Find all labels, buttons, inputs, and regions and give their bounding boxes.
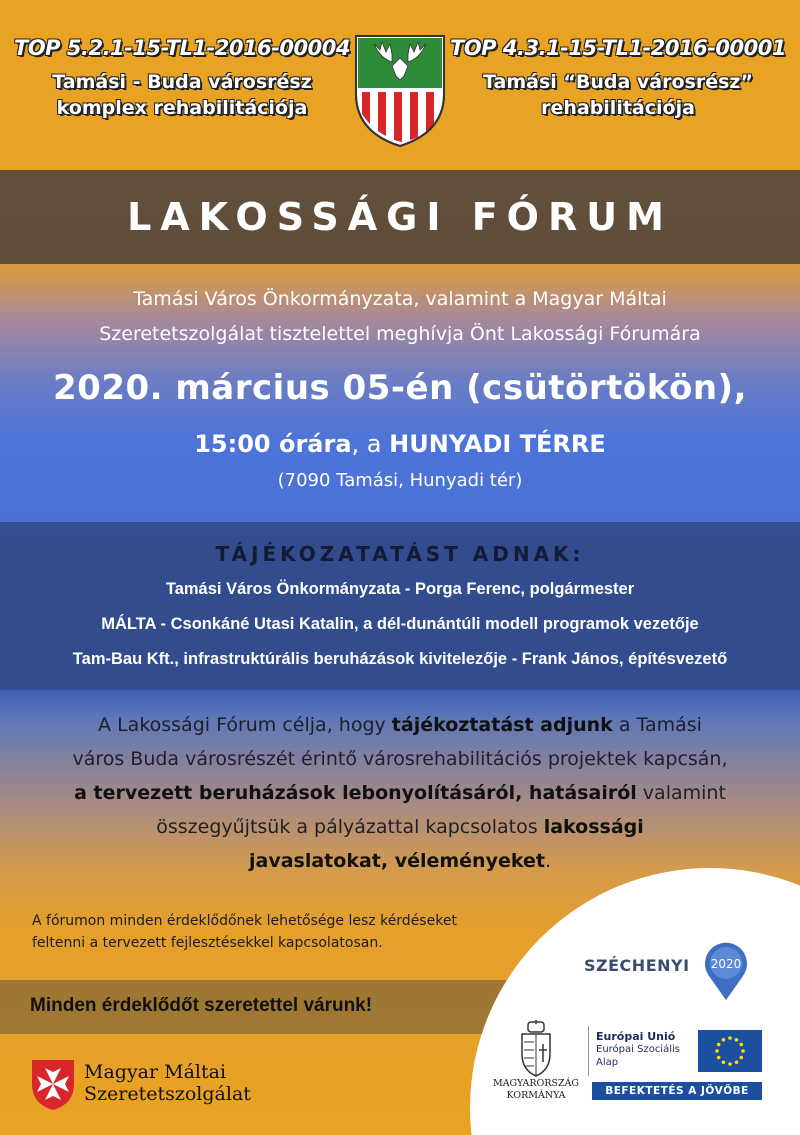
eu-fund-text [596, 1030, 696, 1069]
description-text: A Lakossági Fórum célja, hogy [98, 714, 392, 736]
forum-description [30, 708, 770, 878]
hungary-coat-of-arms-icon [516, 1020, 556, 1078]
project-code-left: TOP 5.2.1-15-TL1-2016-00004 [14, 36, 350, 60]
description-text: . [544, 850, 551, 872]
invitation-line1: Tamási Város Önkormányzata, valamint a Magyar Máltai [133, 288, 667, 310]
title-band [0, 170, 800, 264]
szechenyi-2020-pin-icon [703, 940, 749, 1002]
malta-name-line2: Szeretetszolgálat [84, 1083, 251, 1105]
project-name-right-line1: Tamási “Buda városrész” [483, 71, 753, 93]
eu-star [739, 1056, 743, 1060]
eu-fund-line2: Alap [596, 1057, 619, 1068]
info-title: TÁJÉKOZATATÁST ADNAK: [215, 542, 585, 566]
event-date: 2020. március 05-én (csütörtökön), [53, 368, 747, 408]
description-text: a Tamási [612, 714, 702, 736]
description-bold: javaslatokat, véleményeket [249, 850, 545, 872]
note-line2: feltenni a tervezett fejlesztésekkel kapcsolatosan. [32, 935, 383, 951]
hu-line2: KORMÁNYA [506, 1090, 566, 1101]
info-speaker-3: Tam-Bau Kft., infrastruktúrális beruházások kivitelezője - Frank János, építésvezető [72, 650, 728, 668]
eu-star [739, 1043, 743, 1047]
event-separator: , a [351, 430, 390, 458]
info-speaker-2: MÁLTA - Csonkáné Utasi Katalin, a dél-dunántúli modell programok vezetője [101, 615, 699, 633]
event-place: HUNYADI TÉRRE [389, 430, 606, 458]
description-bold: lakossági [543, 816, 644, 838]
eu-name: Európai Unió [596, 1030, 676, 1043]
tamasi-coat-of-arms-icon [352, 32, 448, 150]
eu-star [715, 1049, 719, 1053]
forum-note [32, 910, 532, 954]
project-name-right [448, 70, 788, 121]
invitation-line2: Szeretetszolgálat tisztelettel meghívja Önt Lakossági Fórumára [99, 323, 701, 345]
eu-star [717, 1056, 721, 1060]
project-code-right: TOP 4.3.1-15-TL1-2016-00001 [450, 36, 786, 60]
eu-divider [588, 1026, 589, 1076]
info-band [0, 522, 800, 690]
invest-in-future-badge: BEFEKTETÉS A JÖVŐBE [592, 1082, 762, 1100]
eu-star [735, 1038, 739, 1042]
hu-line1: MAGYARORSZÁG [492, 1078, 580, 1089]
project-right [448, 36, 788, 121]
eu-flag-icon [698, 1030, 762, 1072]
description-bold: tájékoztatást adjunk [391, 714, 613, 736]
eu-star [722, 1038, 726, 1042]
project-name-left [12, 70, 352, 121]
event-time-place [20, 430, 780, 458]
eu-star [735, 1060, 739, 1064]
eu-star [728, 1036, 732, 1040]
description-line2: város Buda városrészét érintő városrehabilitációs projektek kapcsán, [72, 748, 728, 770]
eu-star [741, 1049, 745, 1053]
szechenyi-logo-text: SZÉCHENYI [584, 956, 690, 975]
header [0, 0, 800, 165]
eu-fund-line1: Európai Szociális [596, 1044, 680, 1055]
note-line1: A fórumon minden érdeklődőnek lehetősége lesz kérdéseket [32, 913, 457, 929]
page-title: LAKOSSÁGI FÓRUM [127, 195, 673, 239]
szechenyi-year: 2020 [710, 957, 742, 971]
project-name-left-line2: komplex rehabilitációja [56, 96, 308, 119]
eu-star [722, 1060, 726, 1064]
invitation-text [30, 282, 770, 352]
malta-name-line1: Magyar Máltai [84, 1061, 227, 1083]
maltese-cross-shield-icon [30, 1058, 76, 1112]
eu-star [717, 1043, 721, 1047]
event-address: (7090 Tamási, Hunyadi tér) [277, 470, 523, 491]
description-line3 [30, 776, 770, 810]
hungary-government-text [486, 1078, 586, 1102]
description-bold: a tervezett beruházások lebonyolításáról, hatásairól [74, 782, 637, 804]
welcome-text: Minden érdeklődőt szeretettel várunk! [30, 995, 373, 1016]
project-name-left-line1: Tamási - Buda városrész [52, 71, 312, 93]
description-line1 [30, 708, 770, 742]
eu-star [728, 1062, 732, 1066]
description-line4 [30, 810, 770, 844]
malta-org-name [84, 1061, 334, 1105]
event-time: 15:00 órára [194, 430, 352, 458]
project-left [12, 36, 352, 121]
info-speaker-1: Tamási Város Önkormányzata - Porga Ferenc, polgármester [165, 580, 635, 598]
description-text: valamint [636, 782, 726, 804]
description-text: összegyűjtsük a pályázattal kapcsolatos [156, 816, 544, 838]
project-name-right-line2: rehabilitációja [541, 96, 695, 119]
